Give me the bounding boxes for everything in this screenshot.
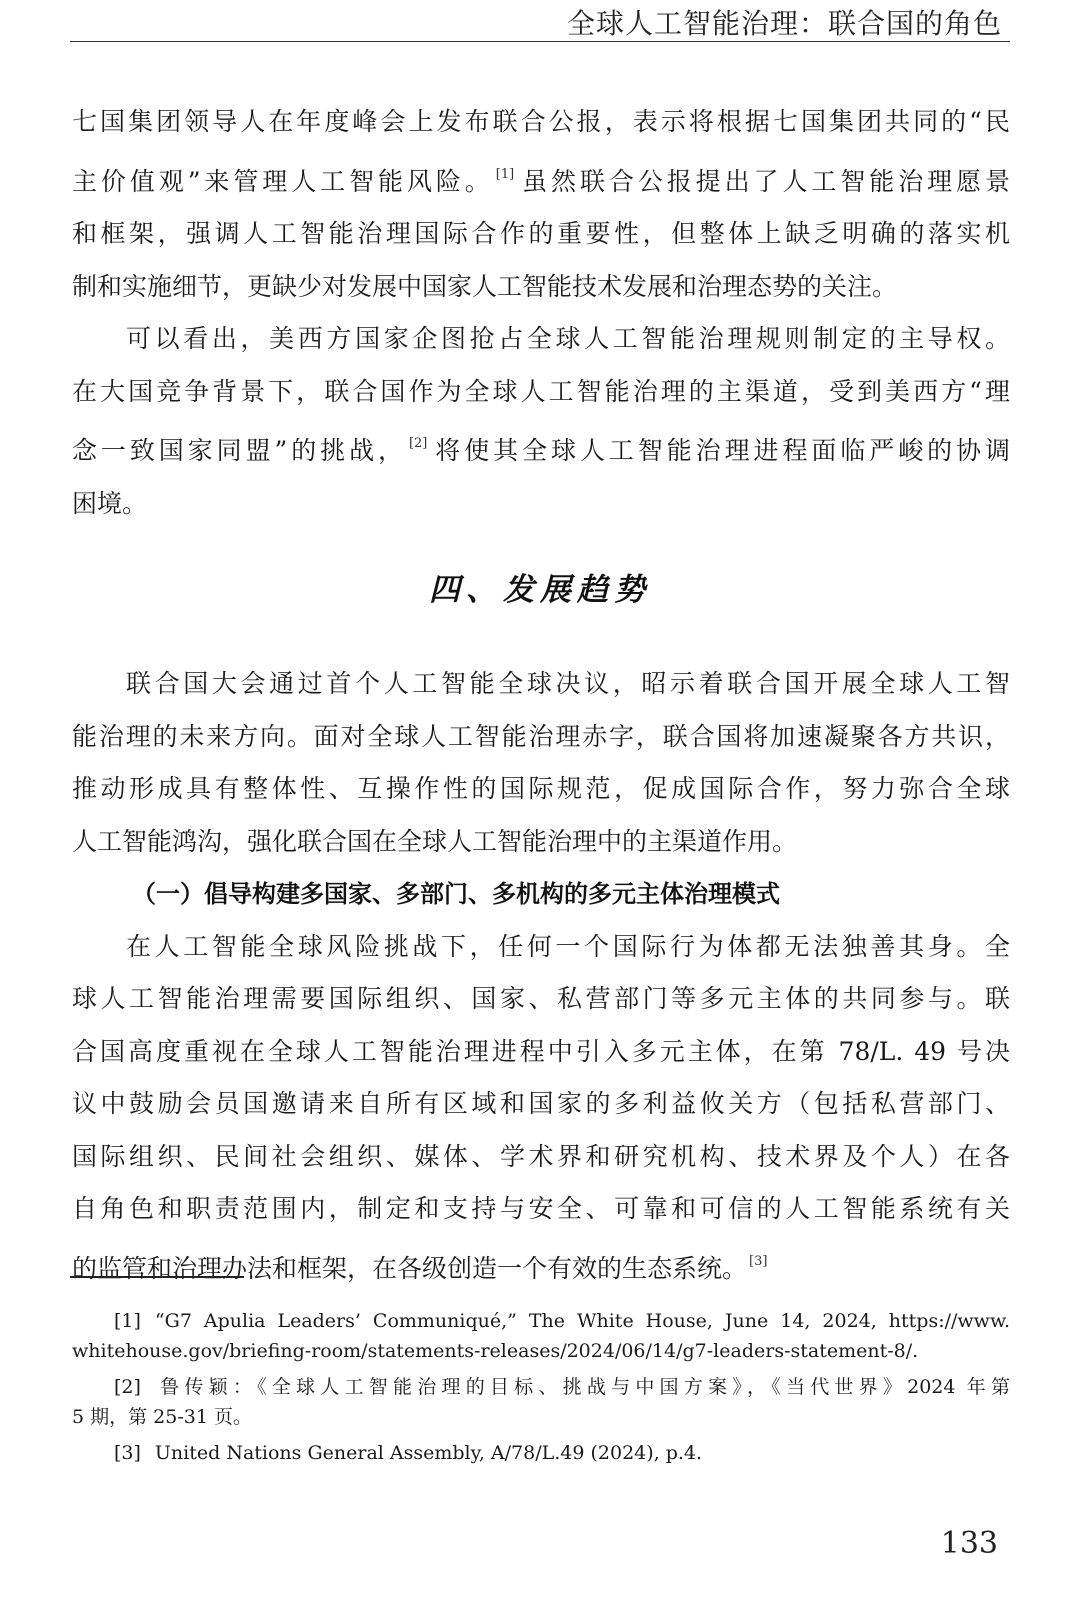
footnote-3 xyxy=(72,1438,1010,1468)
footnote-mark: [3] xyxy=(114,1442,141,1464)
footnote-mark: [1] xyxy=(114,1310,141,1332)
text-line: 制和实施细节，更缺少对发展中国家人工智能技术发展和治理态势的关注。 xyxy=(72,271,898,301)
running-head: 全球人工智能治理：联合国的角色 xyxy=(566,7,1002,40)
paragraph-1 xyxy=(72,96,1010,313)
footnote-ref-3[interactable]: [3] xyxy=(749,1253,768,1269)
body-block-bottom xyxy=(72,658,1010,1295)
text-line: 可以看出，美西方国家企图抢占全球人工智能治理规则制定的主导权。 xyxy=(126,324,1010,353)
footnote-line: 5 期，第 25-31 页。 xyxy=(72,1406,252,1428)
text-segment: 念一致国家同盟”的挑战， xyxy=(72,436,407,465)
footnotes xyxy=(72,1306,1010,1474)
text-segment: 主价值观”来管理人工智能风险。 xyxy=(72,166,494,196)
footnote-text: United Nations General Assembly, A/78/L.49 (2024), p.4. xyxy=(154,1442,703,1464)
text-line: 球人工智能治理需要国际组织、国家、私营部门等多元主体的共同参与。联 xyxy=(72,984,1010,1013)
text-line: 合国高度重视在全球人工智能治理进程中引入多元主体，在第 78/L. 49 号决 xyxy=(72,1036,1010,1066)
footnote-2 xyxy=(72,1372,1010,1432)
footnote-ref-2[interactable]: [2] xyxy=(408,436,428,451)
text-segment: 虽然联合公报提出了人工智能治理愿景 xyxy=(518,166,1010,196)
paragraph-3 xyxy=(72,658,1010,868)
text-line: 自角色和职责范围内，制定和支持与安全、可靠和可信的人工智能系统有关 xyxy=(72,1194,1010,1223)
body-block-top xyxy=(72,96,1010,530)
footnote-divider xyxy=(70,1276,244,1278)
footnote-text: 鲁传颖：《全球人工智能治理的目标、挑战与中国方案》，《当代世界》2024 年第 xyxy=(154,1376,1010,1398)
text-segment: 的监管和治理办法和框架，在各级创造一个有效的生态系统。 xyxy=(72,1253,748,1283)
text-line: 国际组织、民间社会组织、媒体、学术界和研究机构、技术界及个人）在各 xyxy=(72,1141,1010,1171)
text-line: 在大国竞争背景下，联合国作为全球人工智能治理的主渠道，受到美西方“理 xyxy=(72,376,1010,406)
text-line: 议中鼓励会员国邀请来自所有区域和国家的多利益攸关方（包括私营部门、 xyxy=(72,1089,1010,1118)
text-line: 七国集团领导人在年度峰会上发布联合公报，表示将根据七国集团共同的“民 xyxy=(72,107,1010,136)
footnote-1 xyxy=(72,1306,1010,1366)
text-line xyxy=(72,418,1010,478)
text-line: 和框架，强调人工智能治理国际合作的重要性，但整体上缺乏明确的落实机 xyxy=(72,219,1010,248)
text-line: 推动形成具有整体性、互操作性的国际规范，促成国际合作，努力弥合全球 xyxy=(72,774,1010,803)
footnote-line xyxy=(72,1438,1010,1468)
text-segment: 将使其全球人工智能治理进程面临严峻的协调 xyxy=(431,436,1010,465)
text-line: 在人工智能全球风险挑战下，任何一个国际行为体都无法独善其身。全 xyxy=(126,931,1010,961)
sub-heading: （一）倡导构建多国家、多部门、多机构的多元主体治理模式 xyxy=(132,880,780,908)
text-line: 能治理的未来方向。面对全球人工智能治理赤字，联合国将加速凝聚各方共识， xyxy=(72,721,1010,751)
footnote-line xyxy=(72,1372,1010,1402)
text-line xyxy=(72,149,1010,209)
footnote-link[interactable]: whitehouse.gov/briefing-room/statements-releases/2024/06/14/g7-leaders-statement-8/. xyxy=(72,1340,919,1362)
paragraph-4 xyxy=(72,921,1010,1296)
footnote-ref-1[interactable]: [1] xyxy=(495,166,515,182)
header-rule xyxy=(70,41,1010,42)
text-line: 人工智能鸿沟，强化联合国在全球人工智能治理中的主渠道作用。 xyxy=(72,826,798,856)
text-line xyxy=(72,1236,1010,1296)
text-line: 联合国大会通过首个人工智能全球决议，昭示着联合国开展全球人工智 xyxy=(126,669,1010,698)
footnote-text: “G7 Apulia Leaders’ Communiqué,” The White House, June 14, 2024, https://www. xyxy=(154,1310,1010,1332)
page-number: 133 xyxy=(940,1526,998,1561)
paragraph-2 xyxy=(72,313,1010,530)
text-line: 困境。 xyxy=(72,488,148,518)
section-heading: 四、发展趋势 xyxy=(429,572,651,608)
footnote-mark: [2] xyxy=(114,1376,141,1398)
footnote-line xyxy=(72,1306,1010,1336)
